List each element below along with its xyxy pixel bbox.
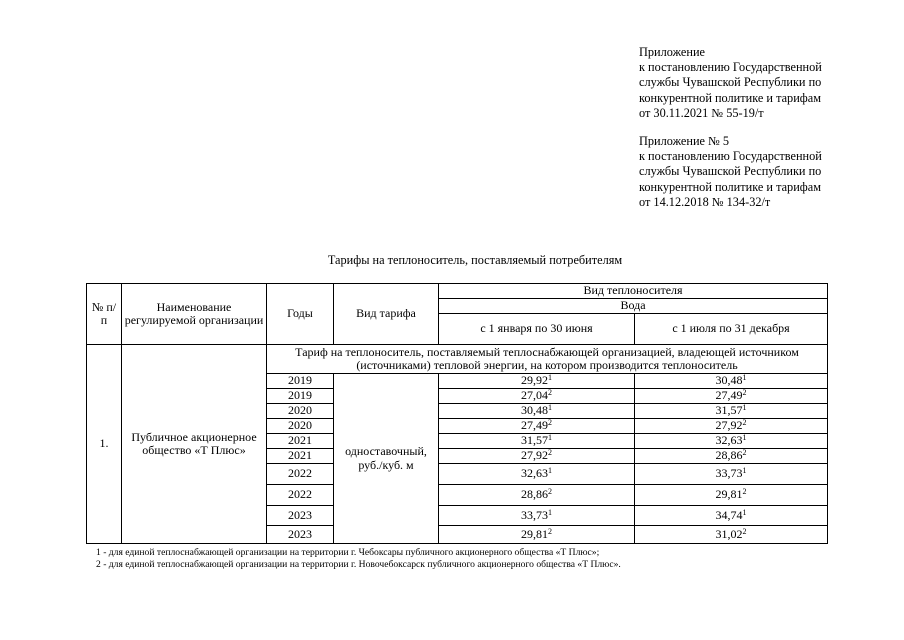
- header-line: к постановлению Государственной: [639, 149, 822, 164]
- col-header-period-1: с 1 января по 30 июня: [439, 314, 635, 345]
- footnote-2: 2 - для единой теплоснабжающей организации на территории г. Новочебоксарск публичного акционерного общества «Т Плюс».: [96, 559, 621, 570]
- value-period-1: 27,92$^2$: [439, 449, 635, 464]
- tariff-type-cell: одноставочный, руб./куб. м: [334, 374, 439, 544]
- footnote-1: 1 - для единой теплоснабжающей организации на территории г. Чебоксары публичного акционерного общества «Т Плюс»;: [96, 547, 600, 558]
- value-period-1: 32,63$^1$: [439, 464, 635, 485]
- year-cell: 2021: [267, 449, 334, 464]
- header-line: к постановлению Государственной: [639, 60, 822, 75]
- col-header-number: № п/п: [87, 284, 122, 345]
- value-period-2: 29,81$^2$: [635, 485, 828, 506]
- year-cell: 2022: [267, 485, 334, 506]
- value-period-2: 31,57$^1$: [635, 404, 828, 419]
- value-period-1: 31,57$^1$: [439, 434, 635, 449]
- value-period-1: 33,73$^1$: [439, 506, 635, 526]
- value-period-2: 27,49$^2$: [635, 389, 828, 404]
- year-cell: 2020: [267, 404, 334, 419]
- col-header-period-2: с 1 июля по 31 декабря: [635, 314, 828, 345]
- value-period-2: 31,02$^2$: [635, 526, 828, 544]
- value-period-2: 28,86$^2$: [635, 449, 828, 464]
- value-period-1: 29,92$^1$: [439, 374, 635, 389]
- tariff-table: [86, 283, 828, 544]
- value-period-1: 30,48$^1$: [439, 404, 635, 419]
- year-cell: 2023: [267, 526, 334, 544]
- col-header-water: Вода: [439, 299, 828, 314]
- year-cell: 2020: [267, 419, 334, 434]
- value-period-1: 27,04$^2$: [439, 389, 635, 404]
- value-period-1: 27,49$^2$: [439, 419, 635, 434]
- header-line: от 30.11.2021 № 55-19/т: [639, 105, 764, 120]
- year-cell: 2019: [267, 389, 334, 404]
- value-period-2: 30,48$^1$: [635, 374, 828, 389]
- header-line: от 14.12.2018 № 134-32/т: [639, 194, 771, 209]
- col-header-heat-carrier: Вид теплоносителя: [439, 284, 828, 299]
- header-line: Приложение: [639, 45, 705, 59]
- header-line: конкурентной политике и тарифам: [639, 90, 821, 105]
- col-header-organization: Наименование регулируемой организации: [122, 284, 267, 345]
- value-period-1: 28,86$^2$: [439, 485, 635, 506]
- header-line: службы Чувашской Республики по: [639, 75, 822, 90]
- value-period-2: 32,63$^1$: [635, 434, 828, 449]
- col-header-tariff-type: Вид тарифа: [334, 284, 439, 345]
- appendix-header-original: [639, 134, 822, 210]
- row-number: 1.: [87, 345, 122, 544]
- header-line: службы Чувашской Республики по: [639, 164, 822, 179]
- section-title: Тариф на теплоноситель, поставляемый теплоснабжающей организацией, владеющей источником (источниками) тепловой энергии, на котором производится теплоноситель: [267, 345, 828, 374]
- year-cell: 2021: [267, 434, 334, 449]
- year-cell: 2022: [267, 464, 334, 485]
- header-line: Приложение № 5: [639, 134, 730, 148]
- value-period-2: 33,73$^1$: [635, 464, 828, 485]
- organization-name: Публичное акционерное общество «Т Плюс»: [122, 345, 267, 544]
- value-period-2: 27,92$^2$: [635, 419, 828, 434]
- document-title: Тарифы на теплоноситель, поставляемый потребителям: [327, 253, 623, 267]
- year-cell: 2023: [267, 506, 334, 526]
- value-period-2: 34,74$^1$: [635, 506, 828, 526]
- year-cell: 2019: [267, 374, 334, 389]
- col-header-years: Годы: [267, 284, 334, 345]
- value-period-1: 29,81$^2$: [439, 526, 635, 544]
- appendix-header-current: [639, 45, 822, 121]
- header-line: конкурентной политике и тарифам: [639, 179, 821, 194]
